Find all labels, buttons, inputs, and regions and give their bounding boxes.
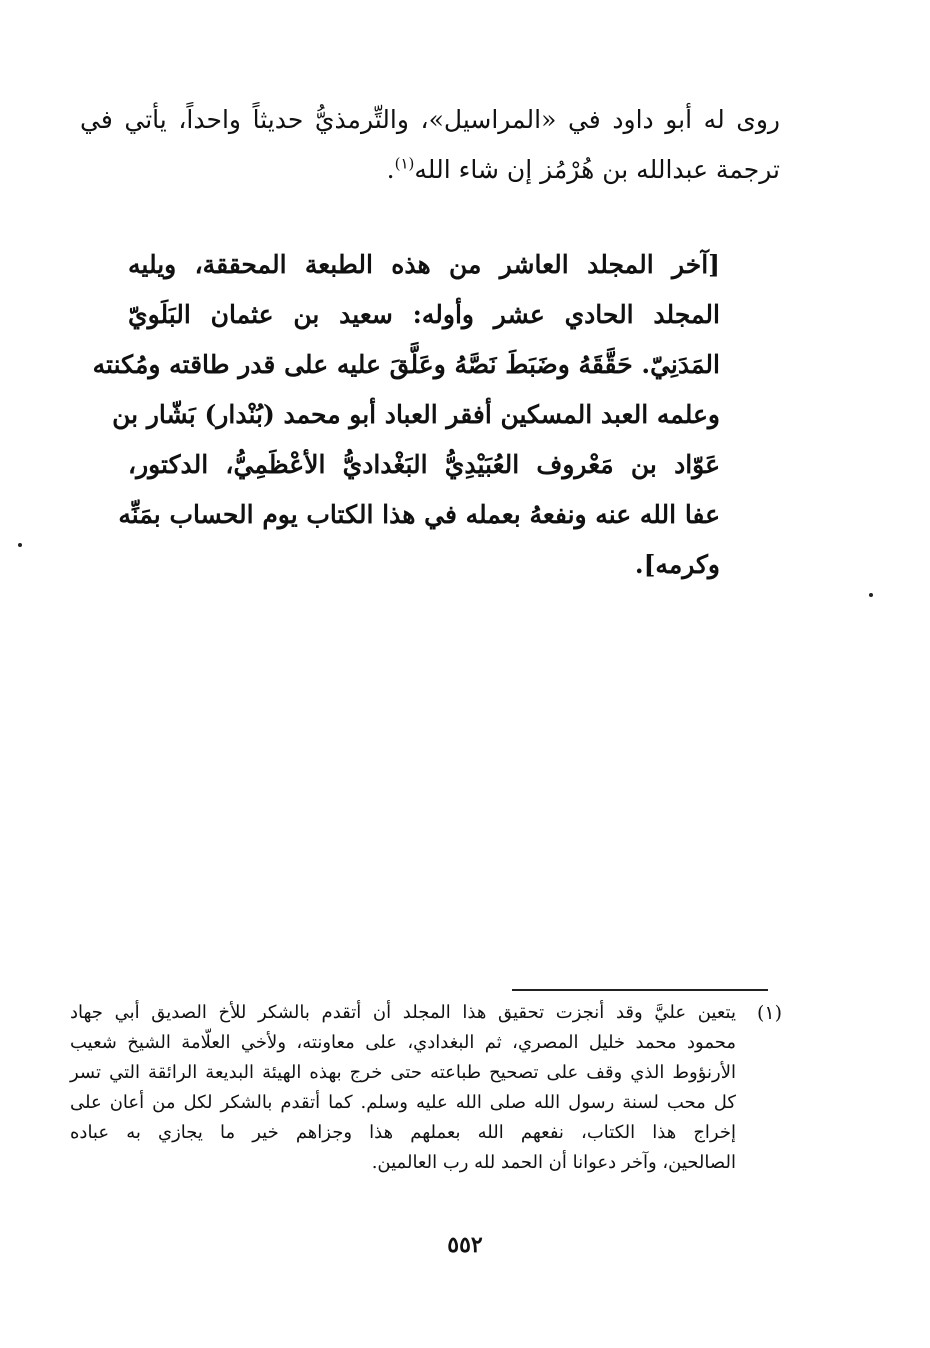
intro-line-2-text: ترجمة عبدالله بن هُرْمُز إن شاء الله xyxy=(414,155,780,184)
footnote-line: الأرنؤوط الذي وقف على تصحيح طباعته حتى خرج بهذه الهيئة البديعة الرائقة التي تسر xyxy=(70,1062,736,1083)
end-note-line: المجلد الحادي عشر وأوله: سعيد بن عثمان البَلَويّ xyxy=(128,300,720,329)
intro-line-2-end: . xyxy=(386,155,395,184)
intro-line-1: روى له أبو داود في «المراسيل»، والتِّرمذيُّ حديثاً واحداً، يأتي في xyxy=(80,105,780,134)
footnote-line: يتعين عليَّ وقد أنجزت تحقيق هذا المجلد أن أتقدم بالشكر للأخ الصديق أبي جهاد xyxy=(70,1002,736,1023)
footnote-line: محمود محمد خليل المصري، ثم البغدادي، على معاونته، ولأخي العلّامة الشيخ شعيب xyxy=(70,1032,736,1053)
footnotes xyxy=(70,998,782,1178)
end-note-line: [آخر المجلد العاشر من هذه الطبعة المحققة، ويليه xyxy=(128,250,720,279)
scan-speck xyxy=(869,593,873,597)
footnote-number: (١) xyxy=(756,1002,782,1024)
footnote-item xyxy=(70,998,782,1178)
intro-paragraph xyxy=(80,95,780,195)
footnote-text xyxy=(70,998,736,1178)
footnote-line: إخراج هذا الكتاب، نفعهم الله بعملهم هذا وجزاهم خير ما يجازي به عباده xyxy=(70,1122,736,1143)
end-note-line: عَوّاد بن مَعْروف العُبَيْدِيُّ البَغْداديُّ الأعْظَمِيُّ، الدكتور، xyxy=(128,450,720,479)
end-note-line: عفا الله عنه ونفعهُ بعمله في هذا الكتاب يوم الحساب بمَنِّه xyxy=(118,500,720,529)
footnote-line: كل محب لسنة رسول الله صلى الله عليه وسلم. كما أتقدم بالشكر لكل من أعان على xyxy=(70,1092,736,1113)
intro-line-2 xyxy=(80,145,780,195)
end-note-line: وعلمه العبد المسكين أفقر العباد أبو محمد (بُنْدار) بَشّار بن xyxy=(112,400,720,429)
footnote-separator xyxy=(512,989,768,991)
end-of-volume-note xyxy=(92,240,720,590)
footnote-line: الصالحين، وآخر دعوانا أن الحمد لله رب العالمين. xyxy=(371,1152,736,1173)
end-note-line: المَدَنِيّ. حَقَّقَهُ وضَبَطَ نَصَّهُ وعَلَّقَ عليه على قدر طاقته ومُكنته xyxy=(92,350,720,379)
footnote-reference: (١) xyxy=(394,154,415,173)
page-number: ٥٥٢ xyxy=(447,1232,483,1258)
scan-speck xyxy=(18,543,22,547)
end-note-line: وكرمه]. xyxy=(634,550,720,579)
